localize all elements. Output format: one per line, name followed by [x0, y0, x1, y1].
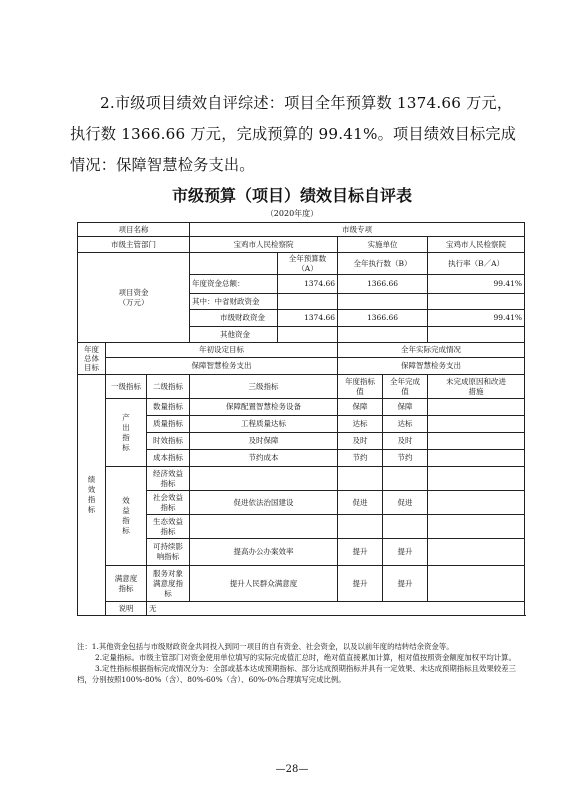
- output-reason: [428, 416, 525, 433]
- fund-row-exec: 1366.66: [338, 275, 428, 294]
- satisfaction-l3: 提升人民群众满意度: [190, 566, 338, 602]
- output-l3: 保障配置智慧检务设备: [190, 399, 338, 416]
- fund-header-blank: [190, 253, 278, 275]
- col-target: 年度指标 值: [338, 375, 383, 399]
- fund-row-label: 年度资金总额：: [190, 275, 278, 294]
- benefit-target: [338, 467, 383, 491]
- output-done: 保障: [383, 399, 428, 416]
- output-l2: 成本指标: [147, 450, 190, 467]
- annual-goal-label: 年度 总体 目标: [78, 343, 106, 375]
- summary-paragraph: 2.市级项目绩效自评综述：项目全年预算数 1374.66 万元，执行数 1366.66 万元，完成预算的 99.41%。项目绩效目标完成情况：保障智慧检务支出。: [70, 94, 517, 174]
- col-l1: 一级指标: [106, 375, 147, 399]
- benefit-reason: [428, 539, 525, 566]
- project-name-value: 市级专项: [190, 223, 525, 237]
- footnote-2: 2.定量指标。市级主管部门对资金使用单位填写的实际完成值汇总时，绝对值直接累加计算，相对值按照资金额度加权平均计算。: [95, 653, 516, 662]
- output-l3: 节约成本: [190, 450, 338, 467]
- output-target: 保障: [338, 399, 383, 416]
- initial-goal-label: 年初设定目标: [106, 343, 338, 358]
- output-label: 产 出 指 标: [106, 399, 147, 467]
- output-l3: 工程质量达标: [190, 416, 338, 433]
- benefit-l2: 可持续影 响指标: [147, 539, 190, 566]
- fund-row-rate: [428, 327, 525, 343]
- satisfaction-target: 提升: [338, 566, 383, 602]
- output-target: 达标: [338, 416, 383, 433]
- perf-label: 绩 效 指 标: [78, 375, 106, 616]
- footnote-3: 3.定性指标根据指标完成情况分为：全部或基本达成预期指标、部分达成预期指标并具有一定效果、未达成预期指标且效果较差三档，分别按照100%-80%（含）、80%-60%（含）、60%-0%合理填写完成比例。: [77, 664, 516, 684]
- output-reason: [428, 433, 525, 450]
- remark-value: 无: [147, 602, 525, 616]
- satisfaction-reason: [428, 566, 525, 602]
- impl-label: 实施单位: [338, 237, 428, 253]
- actual-label: 全年实际完成情况: [338, 343, 525, 358]
- satisfaction-label: 满意度 指标: [106, 566, 147, 602]
- benefit-target: 提升: [338, 539, 383, 566]
- fund-row-exec: [338, 327, 428, 343]
- table-year: （2020年度）: [265, 209, 319, 218]
- footnotes: [77, 641, 524, 685]
- output-reason: [428, 450, 525, 467]
- actual-result: 保障智慧检务支出: [338, 358, 525, 375]
- benefit-done: [383, 515, 428, 539]
- benefit-l3: 促进依法治国建设: [190, 491, 338, 515]
- fund-label: 项目资金 （万元）: [78, 253, 190, 343]
- output-target: 及时: [338, 433, 383, 450]
- output-l2: 数量指标: [147, 399, 190, 416]
- benefit-label: 效 益 指 标: [106, 467, 147, 566]
- footnote-1: 注：1.其他资金包括与市级财政资金共同投入到同一项目的自有资金、社会资金，以及以前年度的结转结余资金等。: [77, 642, 454, 651]
- benefit-target: [338, 515, 383, 539]
- fund-row-budget: [278, 294, 338, 310]
- initial-goal: 保障智慧检务支出: [106, 358, 338, 375]
- fund-row-budget: 1374.66: [278, 310, 338, 327]
- benefit-target: 促进: [338, 491, 383, 515]
- fund-row-label: 市级财政资金: [190, 310, 278, 327]
- fund-row-budget: 1374.66: [278, 275, 338, 294]
- remark-label: 说明: [106, 602, 147, 616]
- project-name-label: 项目名称: [78, 223, 190, 237]
- fund-row-label: 其中：中省财政资金: [190, 294, 278, 310]
- output-reason: [428, 399, 525, 416]
- benefit-l2: 经济效益 指标: [147, 467, 190, 491]
- satisfaction-done: 提升: [383, 566, 428, 602]
- output-l3: 及时保障: [190, 433, 338, 450]
- table-title: 市级预算（项目）绩效目标自评表: [171, 186, 412, 205]
- output-done: 节约: [383, 450, 428, 467]
- fund-row-exec: [338, 294, 428, 310]
- dept-value: 宝鸡市人民检察院: [190, 237, 338, 253]
- output-done: 达标: [383, 416, 428, 433]
- benefit-done: 促进: [383, 491, 428, 515]
- col-l3: 三级指标: [190, 375, 338, 399]
- page-number: —28—: [275, 764, 309, 775]
- header-rate: 执行率（B／A）: [428, 253, 525, 275]
- col-done: 全年完成 值: [383, 375, 428, 399]
- benefit-done: 提升: [383, 539, 428, 566]
- benefit-l2: 生态效益 指标: [147, 515, 190, 539]
- fund-row-exec: 1366.66: [338, 310, 428, 327]
- impl-value: 宝鸡市人民检察院: [428, 237, 525, 253]
- benefit-reason: [428, 491, 525, 515]
- benefit-l3: 提高办公办案效率: [190, 539, 338, 566]
- fund-row-budget: [278, 327, 338, 343]
- fund-row-rate: 99.41%: [428, 275, 525, 294]
- output-l2: 时效指标: [147, 433, 190, 450]
- output-done: 及时: [383, 433, 428, 450]
- header-exec: 全年执行数（B）: [338, 253, 428, 275]
- output-l2: 质量指标: [147, 416, 190, 433]
- benefit-l3: [190, 467, 338, 491]
- fund-row-rate: 99.41%: [428, 310, 525, 327]
- benefit-done: [383, 467, 428, 491]
- output-target: 节约: [338, 450, 383, 467]
- satisfaction-l2: 服务对象 满意度指 标: [147, 566, 190, 602]
- fund-row-rate: [428, 294, 525, 310]
- dept-label: 市级主管部门: [78, 237, 190, 253]
- benefit-l3: [190, 515, 338, 539]
- benefit-reason: [428, 467, 525, 491]
- col-l2: 二级指标: [147, 375, 190, 399]
- benefit-reason: [428, 515, 525, 539]
- col-reason: 未完成原因和改进 措施: [428, 375, 525, 399]
- benefit-l2: 社会效益 指标: [147, 491, 190, 515]
- header-budget: 全年预算数 （A）: [278, 253, 338, 275]
- evaluation-table: [77, 222, 525, 616]
- fund-row-label: 其他资金: [190, 327, 278, 343]
